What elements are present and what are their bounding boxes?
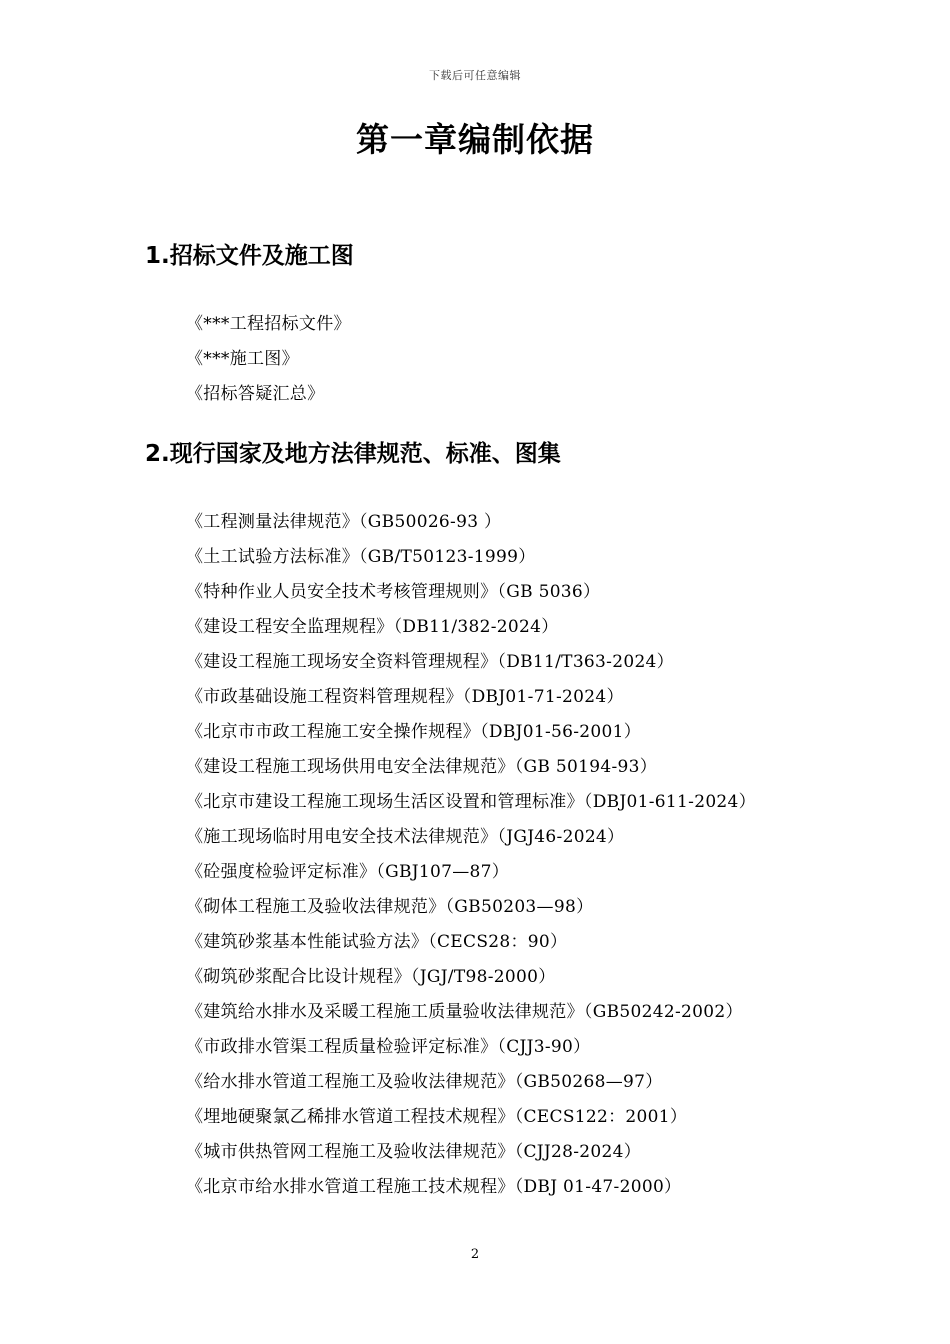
list-item: 《市政排水管渠工程质量检验评定标准》（CJJ3-90） bbox=[186, 1037, 591, 1057]
list-item: 《土工试验方法标准》（GB/T50123-1999） bbox=[186, 547, 536, 567]
regulations-list bbox=[186, 510, 756, 1210]
list-item: 《北京市市政工程施工安全操作规程》（DBJ01-56-2001） bbox=[186, 722, 642, 742]
list-item: 《给水排水管道工程施工及验收法律规范》（GB50268—97） bbox=[186, 1072, 663, 1092]
list-item: 《建设工程施工现场安全资料管理规程》（DB11/T363-2024） bbox=[186, 652, 674, 672]
list-item: 《建设工程施工现场供用电安全法律规范》（GB 50194-93） bbox=[186, 757, 658, 777]
header-note: 下载后可任意编辑 bbox=[429, 69, 521, 82]
list-item: 《工程测量法律规范》（GB50026-93 ） bbox=[186, 512, 502, 532]
chapter-title: 第一章编制依据 bbox=[356, 120, 594, 159]
list-item: 《城市供热管网工程施工及验收法律规范》（CJJ28-2024） bbox=[186, 1142, 642, 1162]
list-item: 《市政基础设施工程资料管理规程》（DBJ01-71-2024） bbox=[186, 687, 624, 707]
list-item: 《埋地硬聚氯乙稀排水管道工程技术规程》（CECS122：2001） bbox=[186, 1107, 688, 1127]
list-item: 《建筑砂浆基本性能试验方法》（CECS28：90） bbox=[186, 932, 568, 952]
list-item: 《建设工程安全监理规程》（DB11/382-2024） bbox=[186, 617, 559, 637]
list-item: 《北京市给水排水管道工程施工技术规程》（DBJ 01-47-2000） bbox=[186, 1177, 682, 1197]
list-item: 《北京市建设工程施工现场生活区设置和管理标准》（DBJ01-611-2024） bbox=[186, 792, 756, 812]
list-item: 《砌筑砂浆配合比设计规程》（JGJ/T98-2000） bbox=[186, 967, 556, 987]
list-item: 《***工程招标文件》 bbox=[186, 314, 351, 334]
list-item: 《建筑给水排水及采暖工程施工质量验收法律规范》（GB50242-2002） bbox=[186, 1002, 743, 1022]
section-heading-bidding-docs: 1.招标文件及施工图 bbox=[145, 243, 354, 269]
list-item: 《施工现场临时用电安全技术法律规范》（JGJ46-2024） bbox=[186, 827, 625, 847]
page-number: 2 bbox=[470, 1247, 480, 1262]
list-item: 《砼强度检验评定标准》（GBJ107—87） bbox=[186, 862, 510, 882]
list-item: 《特种作业人员安全技术考核管理规则》（GB 5036） bbox=[186, 582, 601, 602]
section-heading-regulations: 2.现行国家及地方法律规范、标准、图集 bbox=[145, 441, 561, 467]
list-item: 《砌体工程施工及验收法律规范》（GB50203—98） bbox=[186, 897, 594, 917]
bidding-docs-list bbox=[186, 312, 351, 417]
list-item: 《招标答疑汇总》 bbox=[186, 384, 325, 404]
list-item: 《***施工图》 bbox=[186, 349, 299, 369]
